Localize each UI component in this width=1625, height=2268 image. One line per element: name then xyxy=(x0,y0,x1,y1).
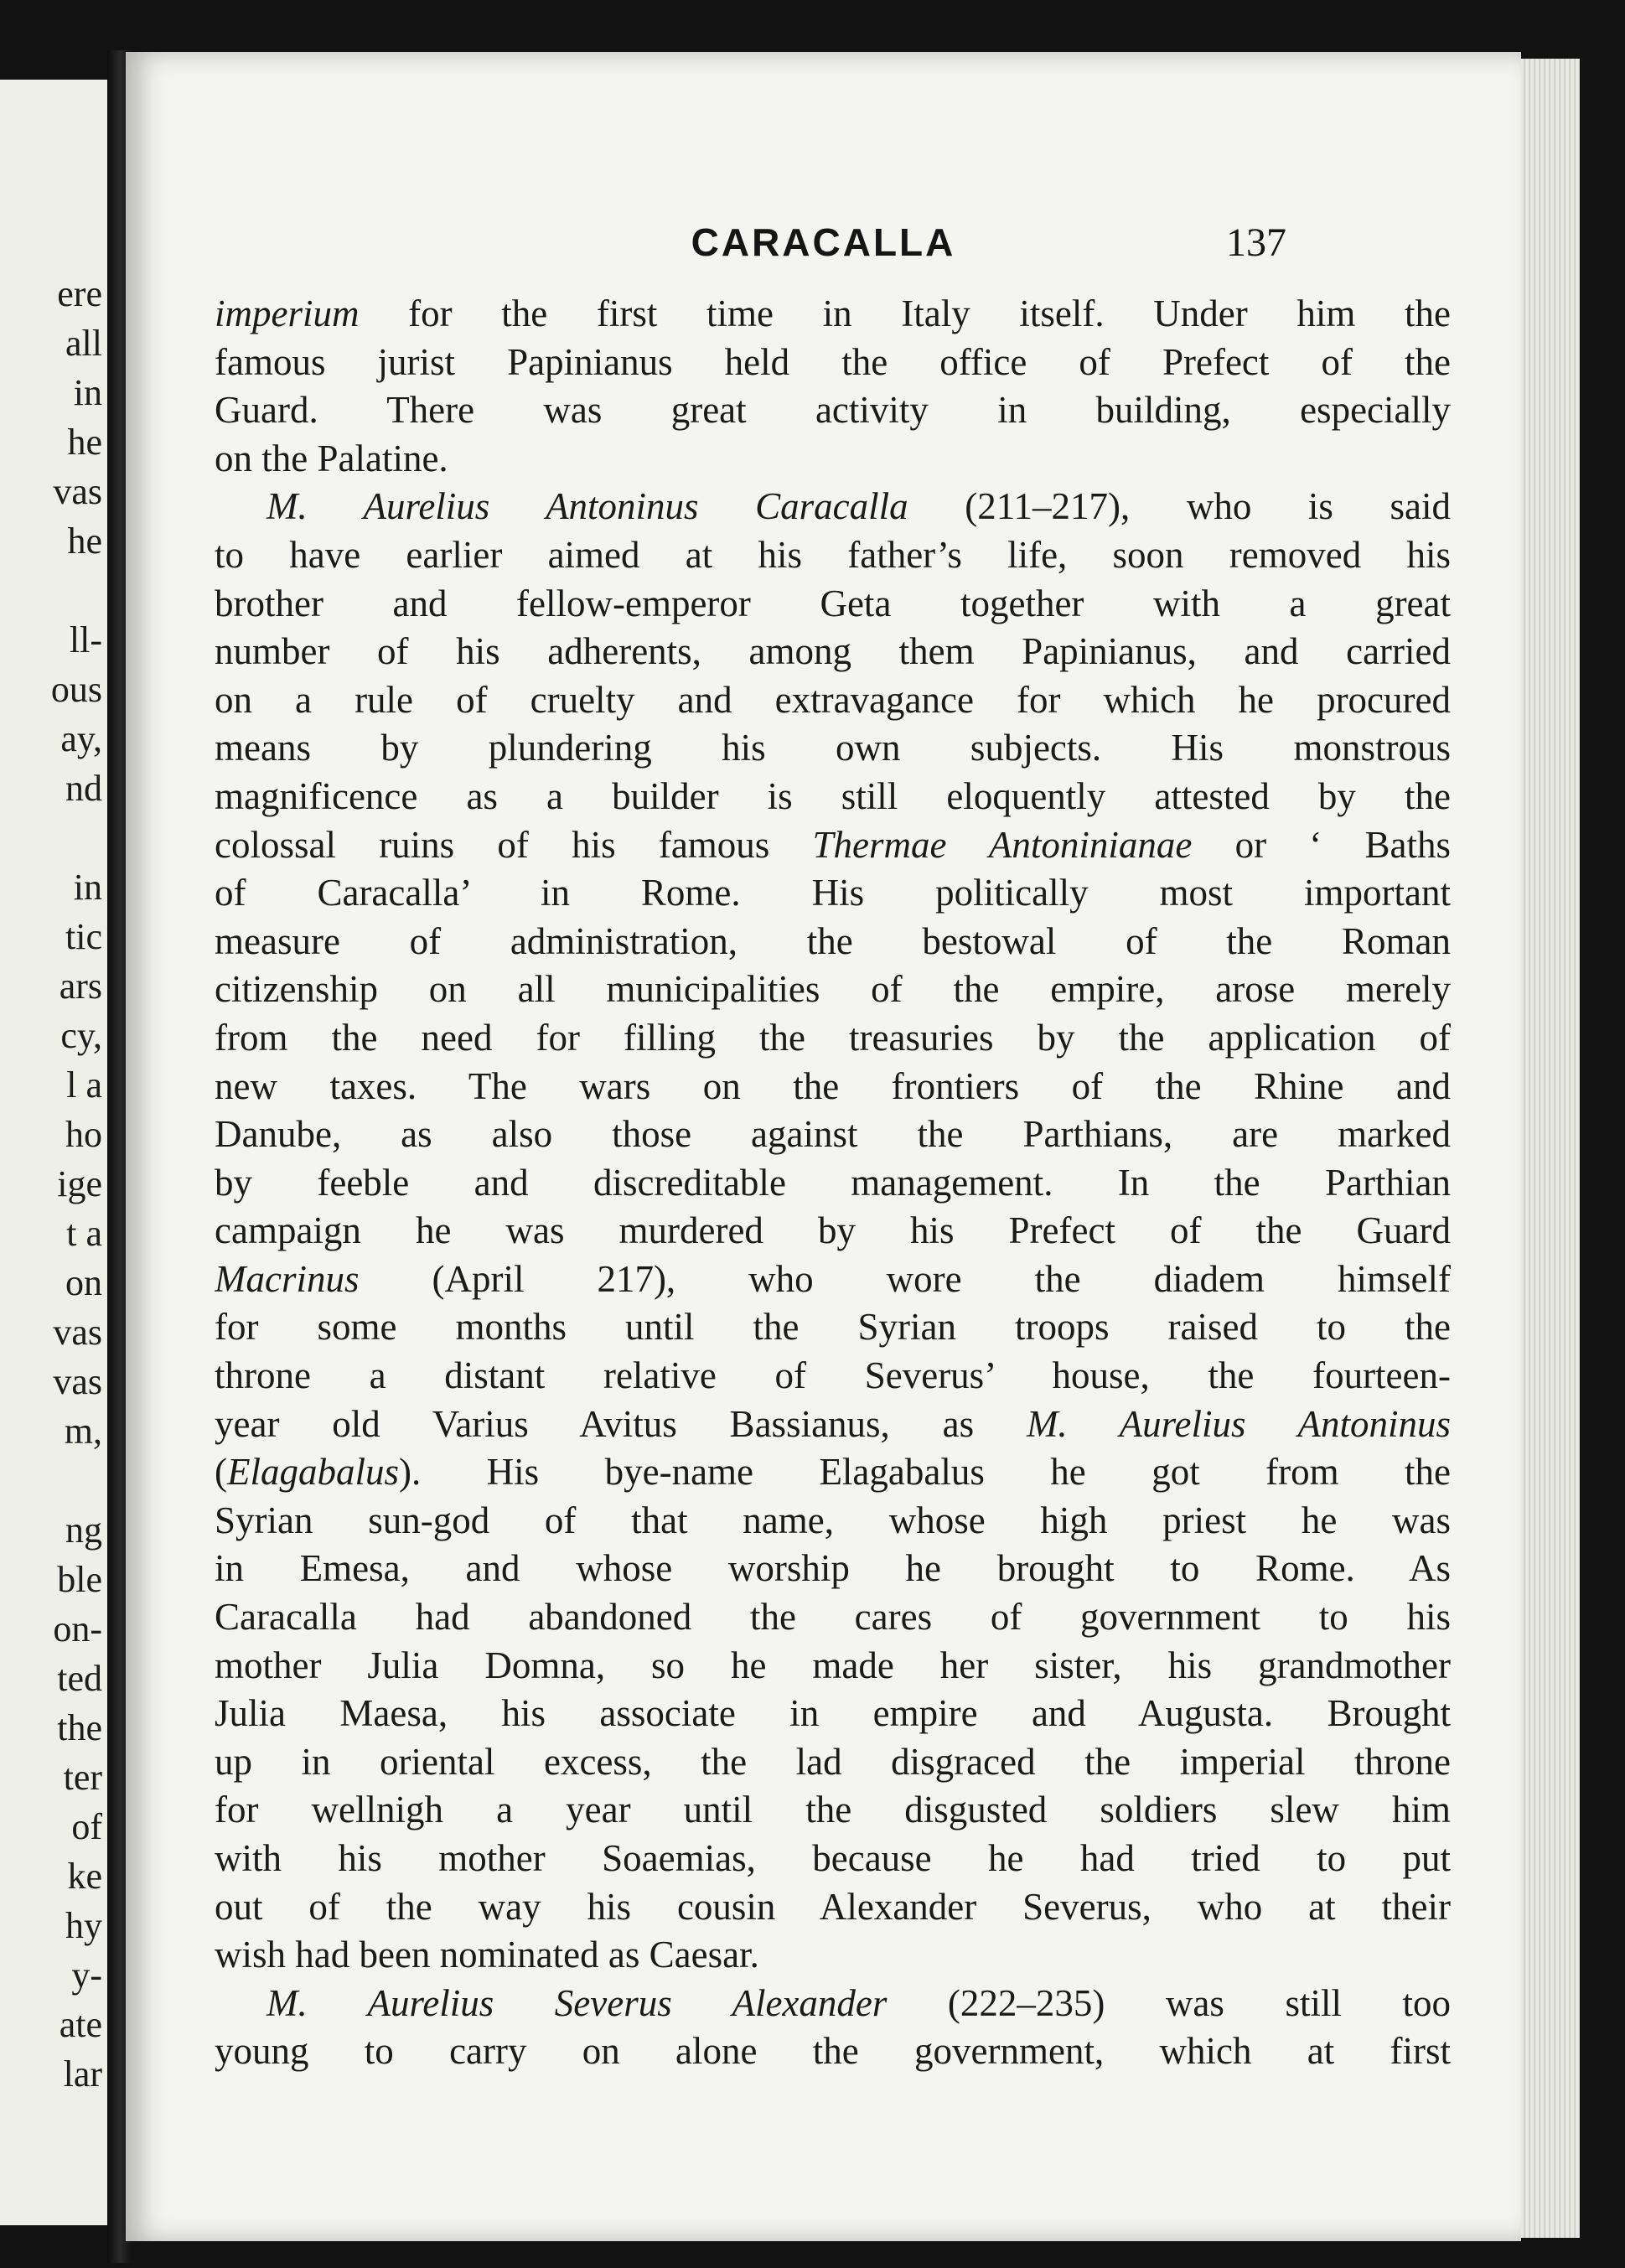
left-page-fragment: l a xyxy=(66,1064,102,1106)
left-page-fragment: t a xyxy=(66,1213,102,1254)
text-segment: famous jurist Papinianus held the office of Prefect of the xyxy=(215,340,1451,383)
text-line xyxy=(215,1593,1451,1642)
left-page-fragment: nd xyxy=(65,768,102,809)
text-segment: Caracalla had abandoned the cares of government to his xyxy=(215,1596,1451,1639)
text-segment: for wellnigh a year until the disgusted soldiers slew him xyxy=(215,1789,1451,1831)
text-line xyxy=(215,1931,1451,1980)
left-page-fragment: in xyxy=(73,372,102,413)
text-line xyxy=(215,724,1451,773)
running-head: CARACALLA xyxy=(691,220,956,264)
text-line xyxy=(215,1207,1451,1256)
text-segment: or ‘ Baths xyxy=(1192,823,1451,866)
text-segment: on the Palatine. xyxy=(215,437,448,479)
left-page-fragment: cy, xyxy=(60,1015,102,1056)
text-line xyxy=(215,339,1451,387)
text-segment: Danube, as also those against the Parthians, are marked xyxy=(215,1113,1451,1156)
left-page-fragment: vas xyxy=(53,471,102,512)
text-line xyxy=(215,1497,1451,1546)
text-segment: to have earlier aimed at his father’s life, soon removed his xyxy=(215,533,1451,576)
text-line xyxy=(215,1352,1451,1401)
text-segment: young to carry on alone the government, which at first xyxy=(215,2030,1451,2073)
text-line xyxy=(215,1014,1451,1063)
text-line xyxy=(215,1786,1451,1835)
text-line xyxy=(215,483,1451,531)
text-line xyxy=(215,386,1451,435)
page-edges xyxy=(1521,59,1580,2238)
left-page-fragment: vas xyxy=(53,1312,102,1353)
text-segment: (211–217), who is said xyxy=(908,485,1451,528)
text-line xyxy=(215,2027,1451,2076)
text-line xyxy=(215,1159,1451,1208)
text-line xyxy=(215,1690,1451,1738)
text-line xyxy=(215,918,1451,966)
text-segment: for the first time in Italy itself. Under him the xyxy=(359,293,1451,334)
left-page-fragment: in xyxy=(73,867,102,908)
text-segment: Syrian sun-god of that name, whose high priest he was xyxy=(215,1499,1451,1541)
left-page-fragment: ted xyxy=(57,1658,102,1699)
left-page-fragment: ho xyxy=(65,1114,102,1155)
text-line xyxy=(215,1883,1451,1932)
italic-text: M. Aurelius Antoninus xyxy=(1026,1402,1451,1445)
text-line xyxy=(215,1063,1451,1111)
italic-text: Macrinus xyxy=(215,1257,360,1300)
text-line xyxy=(215,531,1451,580)
left-page-fragment: on xyxy=(65,1262,102,1303)
text-segment: in Emesa, and whose worship he brought to Rome. As xyxy=(215,1547,1451,1590)
left-page-fragment: on- xyxy=(53,1608,102,1649)
left-page-fragment: he xyxy=(67,520,102,562)
text-line xyxy=(215,869,1451,918)
left-page-fragment: all xyxy=(65,323,102,364)
left-page-fragment: ng xyxy=(65,1509,102,1551)
left-page-fragment: ere xyxy=(57,273,102,314)
text-line xyxy=(215,1545,1451,1593)
text-segment: measure of administration, the bestowal of the Roman xyxy=(215,919,1451,962)
text-segment: for some months until the Syrian troops raised to the xyxy=(215,1306,1451,1349)
left-page-fragment: ll- xyxy=(69,619,102,660)
text-segment: out of the way his cousin Alexander Severus, who at their xyxy=(215,1885,1451,1928)
left-page-fragment: ter xyxy=(63,1757,102,1798)
text-line xyxy=(215,1401,1451,1449)
left-page-fragment: tic xyxy=(65,916,102,957)
left-page-fragment: hy xyxy=(65,1905,102,1946)
text-segment: number of his adherents, among them Papinianus, and carried xyxy=(215,630,1451,673)
book-page xyxy=(126,52,1521,2241)
text-segment: throne a distant relative of Severus’ house, the fourteen- xyxy=(215,1354,1451,1397)
text-segment: with his mother Soaemias, because he had tried to put xyxy=(215,1837,1451,1879)
text-segment: by feeble and discreditable management. In the Parthian xyxy=(215,1161,1451,1204)
left-page-fragment: the xyxy=(57,1707,102,1748)
left-page-fragment: vas xyxy=(53,1361,102,1402)
left-facing-page xyxy=(0,80,107,2225)
left-page-fragment: of xyxy=(71,1806,102,1847)
text-segment: citizenship on all municipalities of the empire, arose merely xyxy=(215,968,1451,1011)
text-segment: mother Julia Domna, so he made her sister, his grandmother xyxy=(215,1644,1451,1686)
text-line xyxy=(215,580,1451,629)
text-segment: (April 217), who wore the diadem himself xyxy=(359,1257,1451,1300)
page-number: 137 xyxy=(1226,220,1286,265)
left-page-fragment: he xyxy=(67,422,102,463)
text-segment: ( xyxy=(215,1451,227,1494)
body-text xyxy=(215,290,1451,2076)
text-line xyxy=(215,821,1451,870)
text-segment: campaign he was murdered by his Prefect of the Guard xyxy=(215,1209,1451,1252)
left-page-fragment: ige xyxy=(57,1163,102,1204)
italic-text: Elagabalus xyxy=(227,1451,400,1494)
left-page-fragment: y- xyxy=(71,1955,102,1996)
text-segment: Guard. There was great activity in building, especially xyxy=(215,389,1451,432)
text-line xyxy=(215,1642,1451,1691)
text-line xyxy=(215,628,1451,676)
left-page-fragment: ke xyxy=(67,1856,102,1897)
text-segment: (222–235) was still too xyxy=(887,1981,1451,2024)
text-line xyxy=(215,966,1451,1014)
text-segment: Julia Maesa, his associate in empire and Augusta. Brought xyxy=(215,1692,1451,1735)
italic-text: imperium xyxy=(215,293,360,334)
italic-text: Thermae Antoninianae xyxy=(812,823,1193,866)
left-page-fragment: ble xyxy=(57,1559,102,1600)
left-page-fragment: m, xyxy=(64,1411,102,1452)
italic-text: M. Aurelius Antoninus Caracalla xyxy=(267,485,908,528)
text-segment: year old Varius Avitus Bassianus, as xyxy=(215,1402,1027,1445)
italic-text: M. Aurelius Severus Alexander xyxy=(267,1981,888,2024)
left-page-fragment: ay, xyxy=(60,718,102,759)
text-segment: up in oriental excess, the lad disgraced the imperial throne xyxy=(215,1740,1451,1783)
text-segment: ). His bye-name Elagabalus he got from the xyxy=(399,1451,1451,1494)
text-line xyxy=(215,773,1451,821)
text-segment: new taxes. The wars on the frontiers of the Rhine and xyxy=(215,1064,1451,1107)
text-segment: brother and fellow-emperor Geta together with a great xyxy=(215,582,1451,624)
text-line xyxy=(215,290,1451,339)
text-segment: colossal ruins of his famous xyxy=(215,823,813,866)
left-page-fragment: ars xyxy=(59,966,102,1007)
text-line xyxy=(215,1111,1451,1159)
text-line xyxy=(215,435,1451,484)
text-line xyxy=(215,1738,1451,1787)
left-page-fragment: lar xyxy=(63,2053,102,2095)
text-line xyxy=(215,676,1451,725)
text-segment: of Caracalla’ in Rome. His politically most important xyxy=(215,872,1451,914)
text-segment: wish had been nominated as Caesar. xyxy=(215,1934,759,1976)
text-line xyxy=(215,1256,1451,1304)
text-line xyxy=(215,1835,1451,1883)
left-page-fragment: ous xyxy=(50,669,102,710)
text-segment: on a rule of cruelty and extravagance for which he procured xyxy=(215,678,1451,721)
text-line xyxy=(215,1448,1451,1497)
text-line xyxy=(215,1980,1451,2028)
text-line xyxy=(215,1303,1451,1352)
left-page-fragment: ate xyxy=(59,2004,102,2045)
text-segment: means by plundering his own subjects. His monstrous xyxy=(215,727,1451,769)
text-segment: from the need for filling the treasuries by the application of xyxy=(215,1016,1451,1059)
text-segment: magnificence as a builder is still eloquently attested by the xyxy=(215,774,1451,817)
